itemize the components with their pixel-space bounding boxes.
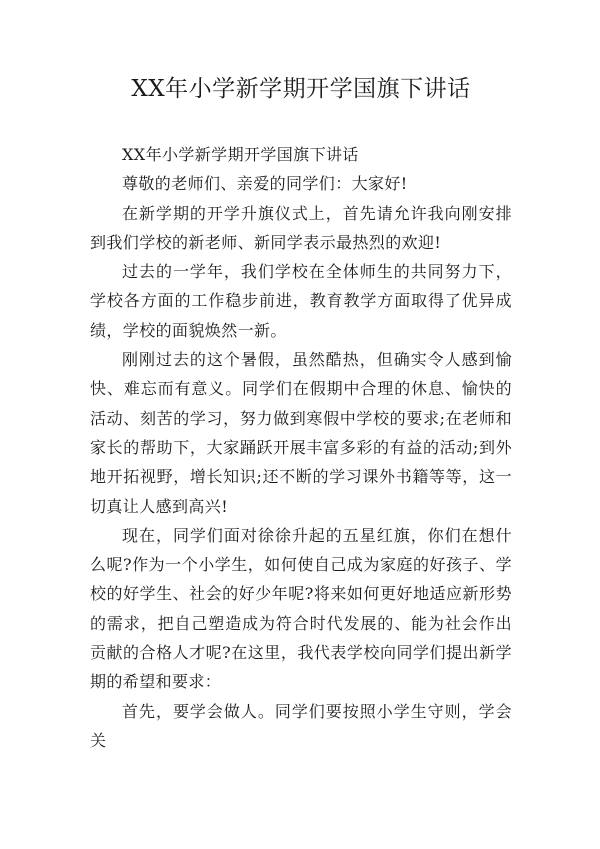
- paragraph-past-year: 过去的一学年，我们学校在全体师生的共同努力下，学校各方面的工作稳步前进，教育教学方面取得了优异成绩，学校的面貌焕然一新。: [90, 262, 512, 340]
- document-title: XX年小学新学期开学国旗下讲话: [131, 76, 471, 102]
- paragraph-first-point: 首先，要学会做人。同学们要按照小学生守则，学会关: [90, 701, 512, 750]
- paragraph-question: 现在，同学们面对徐徐升起的五星红旗，你们在想什么呢?作为一个小学生，如何使自己成为家庭的好孩子、学校的好学生、社会的好少年呢?将来如何更好地适应新形势的需求，把自己塑造成为符合时代发展的、能为社会作出贡献的合格人才呢?在这里，我代表学校向同学们提出新学期的希望和要求：: [90, 525, 512, 692]
- document-body: [90, 140, 512, 755]
- paragraph-subtitle: XX年小学新学期开学国旗下讲话: [122, 145, 359, 164]
- paragraph-greeting: 尊敬的老师们、亲爱的同学们：大家好!: [122, 174, 408, 194]
- paragraph-welcome: 在新学期的开学升旗仪式上，首先请允许我向刚安排到我们学校的新老师、新同学表示最热烈的欢迎!: [90, 203, 512, 252]
- paragraph-summer: 刚刚过去的这个暑假，虽然酷热，但确实令人感到愉快、难忘而有意义。同学们在假期中合理的休息、愉快的活动、刻苦的学习，努力做到寒假中学校的要求;在老师和家长的帮助下，大家踊跃开展丰富多彩的有益的活动;到外地开拓视野，增长知识;还不断的学习课外书籍等等，这一切真让人感到高兴!: [90, 350, 512, 516]
